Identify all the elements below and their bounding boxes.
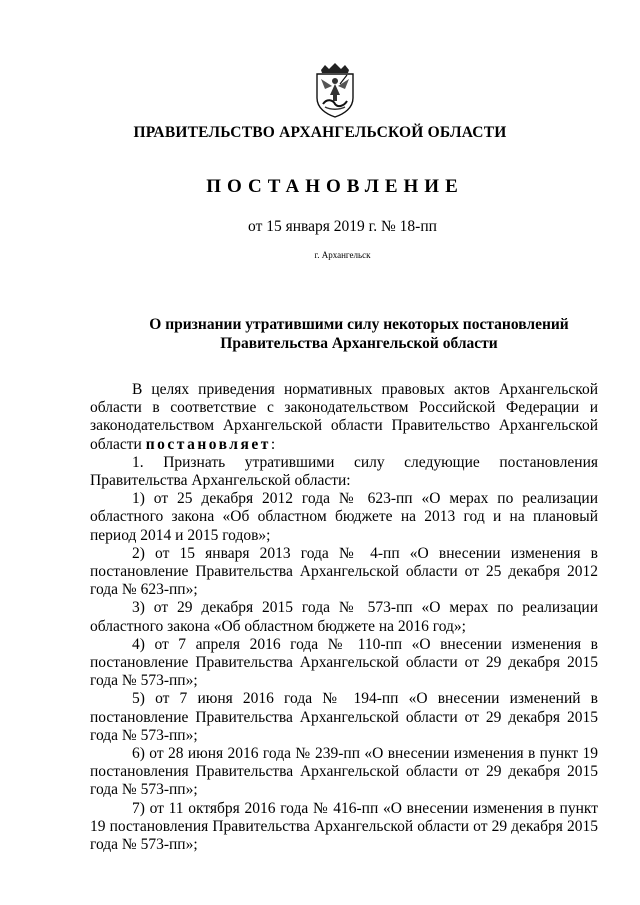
city-label: г. Архангельск [314,250,371,260]
list-item: 1) от 25 декабря 2012 года № 623-пп «О мерах по реализации областного закона «Об областном бюджете на 2013 год и на плановый период 2014 и 2015 годов»; [90,490,598,544]
document-title [90,315,598,353]
list-item: 5) от 7 июня 2016 года № 194-пп «О внесении изменений в постановление Правительства Архангельской области от 29 декабря 2015 года № 573-пп»; [90,690,598,744]
intro-text: В целях приведения нормативных правовых актов Архангельской области в соответствие с законодательством Российской Федерации и законодательством Архангельской области Правительство Архангельской области [90,381,598,453]
coat-of-arms-icon [311,62,359,118]
list-item: 2) от 15 января 2013 года № 4-пп «О внесении изменения в постановление Правительства Архангельской области от 25 декабря 2012 года № 623-пп»; [90,544,598,599]
list-item: 7) от 11 октября 2016 года № 416-пп «О внесении изменения в пункт 19 постановления Правительства Архангельской области от 29 декабря 2015 года № 573-пп»; [90,799,598,854]
list-item: 6) от 28 июня 2016 года № 239-пп «О внесении изменения в пункт 19 постановления Правительства Архангельской области от 29 декабря 2015 года № 573-пп»; [90,745,598,799]
list-item: 1. Признать утратившими силу следующие постановления Правительства Архангельской области: [90,453,598,490]
date-and-number: от 15 января 2019 г. № 18-пп [248,218,437,235]
intro-paragraph [90,381,598,454]
decree-word: постановляет [145,435,271,453]
list-item: 3) от 29 декабря 2015 года № 573-пп «О мерах по реализации областного закона «Об областном бюджете на 2016 год»; [90,599,598,635]
decree-colon: : [270,435,276,453]
document-type-heading: ПОСТАНОВЛЕНИЕ [206,176,464,197]
document-body [90,381,598,854]
list-item: 4) от 7 апреля 2016 года № 110-пп «О внесении изменения в постановление Правительства Архангельской области от 29 декабря 2015 года № 573-пп»; [90,635,598,690]
organization-heading: ПРАВИТЕЛЬСТВО АРХАНГЕЛЬСКОЙ ОБЛАСТИ [133,124,507,141]
title-line-2: Правительства Архангельской области [220,335,498,352]
title-line-1: О признании утратившими силу некоторых постановлений [149,316,569,333]
